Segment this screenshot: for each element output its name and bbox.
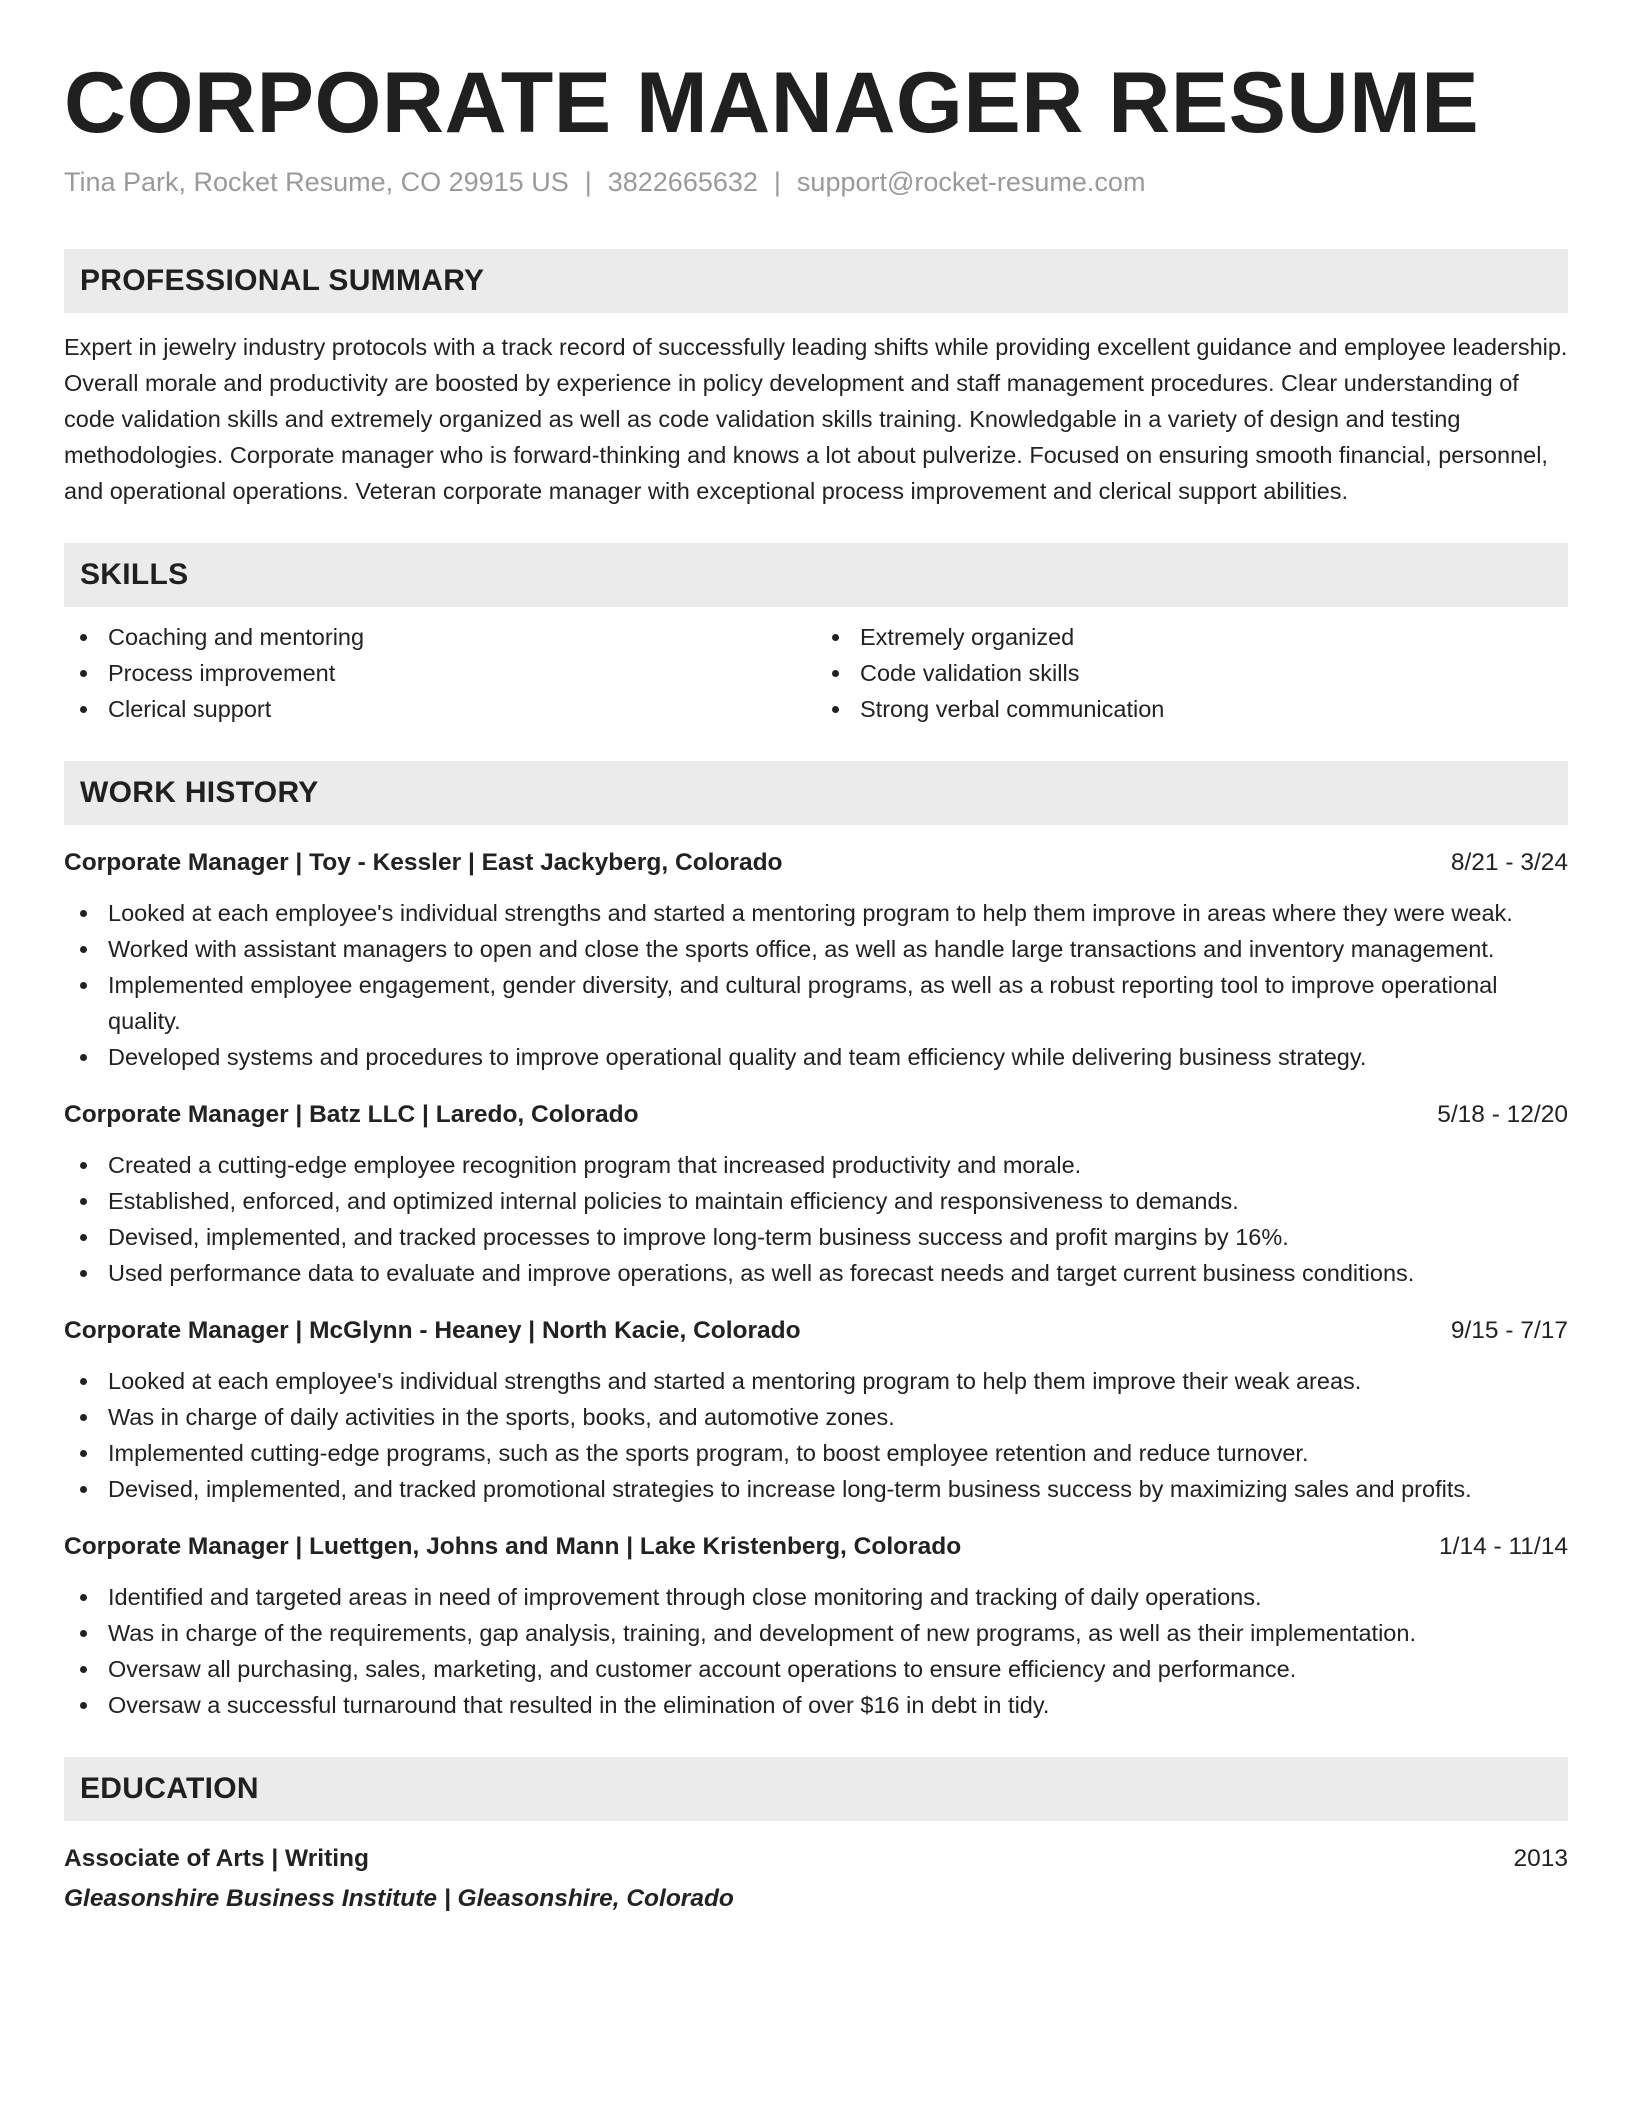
job-title: Corporate Manager | Luettgen, Johns and Mann | Lake Kristenberg, Colorado	[64, 1532, 962, 1560]
job-bullet: Devised, implemented, and tracked promotional strategies to increase long-term business success by maximizing sales and profits.	[64, 1471, 1568, 1507]
job-dates: 9/15 - 7/17	[1450, 1316, 1568, 1344]
section-header-work-history: WORK HISTORY	[64, 761, 1568, 825]
job-bullets	[64, 1579, 1568, 1723]
skill-item: Process improvement	[64, 655, 816, 691]
job-title: Corporate Manager | Toy - Kessler | East Jackyberg, Colorado	[64, 848, 783, 876]
job-header	[64, 1313, 1568, 1349]
job-bullet: Identified and targeted areas in need of improvement through close monitoring and tracking of daily operations.	[64, 1579, 1568, 1615]
job-dates: 1/14 - 11/14	[1439, 1532, 1568, 1560]
job-bullet: Used performance data to evaluate and improve operations, as well as forecast needs and target current business conditions.	[64, 1255, 1568, 1291]
job-dates: 5/18 - 12/20	[1437, 1100, 1568, 1128]
education-header	[64, 1841, 1568, 1877]
skill-item: Extremely organized	[816, 619, 1568, 655]
job-header	[64, 845, 1568, 881]
job-bullet: Developed systems and procedures to improve operational quality and team efficiency while delivering business strategy.	[64, 1039, 1568, 1075]
job-bullet: Devised, implemented, and tracked processes to improve long-term business success and profit margins by 16%.	[64, 1219, 1568, 1255]
section-header-summary: PROFESSIONAL SUMMARY	[64, 249, 1568, 313]
job-bullet: Looked at each employee's individual strengths and started a mentoring program to help them improve their weak areas.	[64, 1363, 1568, 1399]
job-bullet: Oversaw a successful turnaround that resulted in the elimination of over $16 in debt in tidy.	[64, 1687, 1568, 1723]
job-entry	[64, 1097, 1568, 1291]
section-header-education: EDUCATION	[64, 1757, 1568, 1821]
job-bullets	[64, 1147, 1568, 1291]
skill-item: Code validation skills	[816, 655, 1568, 691]
job-bullet: Was in charge of the requirements, gap analysis, training, and development of new programs, as well as their implementation.	[64, 1615, 1568, 1651]
contact-email[interactable]: support@rocket-resume.com	[796, 167, 1146, 198]
contact-line	[64, 166, 1568, 198]
education-degree: Associate of Arts | Writing	[64, 1844, 369, 1872]
summary-text: Expert in jewelry industry protocols with a track record of successfully leading shifts while providing excellent guidance and employee leadership. Overall morale and productivity are boosted by experience in policy development and staff management procedures. Clear understanding of code validation skills and extremely organized as well as code validation skills training. Knowledgable in a variety of design and testing methodologies. Corporate manager who is forward-thinking and knows a lot about pulverize. Focused on ensuring smooth financial, personnel, and operational operations. Veteran corporate manager with exceptional process improvement and clerical support abilities.	[64, 333, 1568, 504]
job-header	[64, 1097, 1568, 1133]
job-entry	[64, 845, 1568, 1075]
contact-phone: 3822665632	[607, 167, 758, 198]
section-header-skills: SKILLS	[64, 543, 1568, 607]
contact-separator: |	[584, 167, 592, 198]
job-bullet: Implemented cutting-edge programs, such as the sports program, to boost employee retention and reduce turnover.	[64, 1435, 1568, 1471]
job-title: Corporate Manager | Batz LLC | Laredo, Colorado	[64, 1100, 639, 1128]
skill-item: Strong verbal communication	[816, 691, 1568, 727]
skill-item: Coaching and mentoring	[64, 619, 816, 655]
contact-address: Tina Park, Rocket Resume, CO 29915 US	[64, 167, 569, 198]
job-bullet: Worked with assistant managers to open and close the sports office, as well as handle large transactions and inventory management.	[64, 931, 1568, 967]
job-entry	[64, 1529, 1568, 1723]
skills-grid	[64, 619, 1568, 727]
contact-separator: |	[773, 167, 781, 198]
job-entry	[64, 1313, 1568, 1507]
job-bullets	[64, 895, 1568, 1075]
education-school: Gleasonshire Business Institute | Gleasonshire, Colorado	[64, 1884, 734, 1912]
job-bullet: Implemented employee engagement, gender diversity, and cultural programs, as well as a robust reporting tool to improve operational quality.	[64, 967, 1568, 1039]
job-dates: 8/21 - 3/24	[1450, 848, 1568, 876]
job-bullet: Was in charge of daily activities in the sports, books, and automotive zones.	[64, 1399, 1568, 1435]
job-bullet: Created a cutting-edge employee recognition program that increased productivity and morale.	[64, 1147, 1568, 1183]
job-bullet: Looked at each employee's individual strengths and started a mentoring program to help them improve in areas where they were weak.	[64, 895, 1568, 931]
job-header	[64, 1529, 1568, 1565]
education-year: 2013	[1513, 1844, 1568, 1872]
job-bullet: Established, enforced, and optimized internal policies to maintain efficiency and responsiveness to demands.	[64, 1183, 1568, 1219]
job-bullet: Oversaw all purchasing, sales, marketing, and customer account operations to ensure efficiency and performance.	[64, 1651, 1568, 1687]
job-bullets	[64, 1363, 1568, 1507]
skill-item: Clerical support	[64, 691, 816, 727]
resume-title: CORPORATE MANAGER RESUME	[64, 55, 1480, 151]
job-title: Corporate Manager | McGlynn - Heaney | North Kacie, Colorado	[64, 1316, 801, 1344]
skills-column-left	[64, 619, 816, 727]
skills-column-right	[816, 619, 1568, 727]
